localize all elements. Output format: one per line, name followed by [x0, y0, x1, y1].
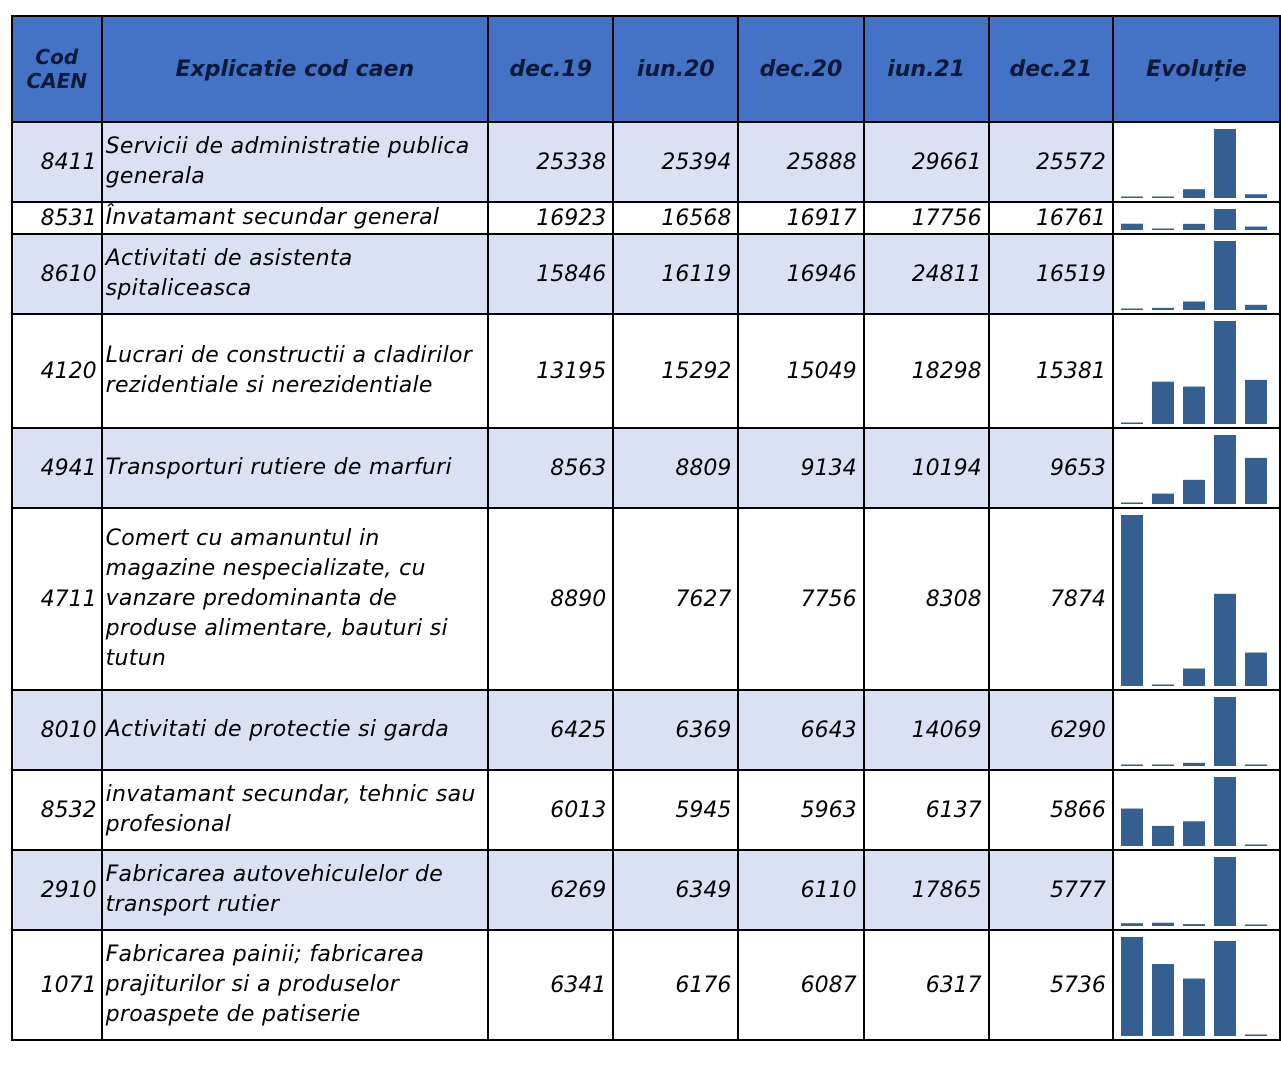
sparkline-bar — [1183, 224, 1205, 230]
sparkline-bar — [1214, 777, 1236, 846]
cell-cod-caen: 2910 — [12, 850, 102, 930]
cell-value-5: 5866 — [989, 770, 1113, 850]
sparkline-bar — [1245, 458, 1267, 504]
cell-cod-caen: 8411 — [12, 122, 102, 202]
cell-value-2: 6369 — [613, 690, 738, 770]
sparkline-bar — [1152, 765, 1174, 767]
sparkline-bar — [1183, 924, 1205, 926]
cell-value-3: 6110 — [738, 850, 863, 930]
sparkline-bar — [1152, 308, 1174, 310]
cell-explicatie: Fabricarea painii; fabricarea prajiturilor si a produselor proaspete de patiserie — [102, 930, 488, 1040]
sparkline-bar — [1152, 382, 1174, 424]
cell-explicatie: Fabricarea autovehiculelor de transport rutier — [102, 850, 488, 930]
sparkline-bar — [1183, 302, 1205, 310]
header-cod-line2: CAEN — [26, 69, 88, 93]
sparkline-bar — [1214, 321, 1236, 424]
sparkline-chart — [1114, 933, 1279, 1039]
cell-value-5: 25572 — [989, 122, 1113, 202]
cell-explicatie: Servicii de administratie publica generala — [102, 122, 488, 202]
cell-value-3: 6087 — [738, 930, 863, 1040]
header-evolutie: Evoluție — [1113, 16, 1280, 122]
sparkline-bar — [1152, 826, 1174, 846]
sparkline-bar — [1152, 685, 1174, 687]
cell-value-3: 16946 — [738, 234, 863, 314]
sparkline-bar — [1214, 697, 1236, 766]
table-row — [12, 690, 1280, 770]
sparkline-bar — [1214, 129, 1236, 198]
sparkline-chart — [1114, 773, 1279, 849]
cell-value-1: 6425 — [488, 690, 613, 770]
cell-explicatie: Comert cu amanuntul in magazine nespecializate, cu vanzare predominanta de produse alimentare, bauturi si tutun — [102, 508, 488, 690]
header-explicatie: Explicatie cod caen — [102, 16, 488, 122]
cell-explicatie: Activitati de asistenta spitaliceasca — [102, 234, 488, 314]
cell-value-2: 16119 — [613, 234, 738, 314]
table-row — [12, 428, 1280, 508]
caen-table — [11, 15, 1281, 1041]
sparkline-bar — [1245, 765, 1267, 767]
cell-cod-caen: 8010 — [12, 690, 102, 770]
sparkline-bar — [1214, 941, 1236, 1036]
sparkline-bar — [1245, 1035, 1267, 1037]
cell-cod-caen: 8532 — [12, 770, 102, 850]
cell-explicatie: Transporturi rutiere de marfuri — [102, 428, 488, 508]
cell-value-4: 6137 — [864, 770, 989, 850]
sparkline-chart — [1114, 317, 1279, 427]
cell-value-5: 16519 — [989, 234, 1113, 314]
sparkline-cell — [1113, 508, 1280, 690]
sparkline-bar — [1214, 435, 1236, 504]
header-period-4: iun.21 — [864, 16, 989, 122]
cell-explicatie: Activitati de protectie si garda — [102, 690, 488, 770]
sparkline-cell — [1113, 428, 1280, 508]
cell-cod-caen: 8531 — [12, 202, 102, 234]
sparkline-bar — [1183, 387, 1205, 424]
sparkline-bar — [1245, 380, 1267, 424]
cell-value-5: 5777 — [989, 850, 1113, 930]
cell-value-1: 8890 — [488, 508, 613, 690]
sparkline-bar — [1245, 194, 1267, 198]
cell-value-5: 15381 — [989, 314, 1113, 428]
sparkline-cell — [1113, 202, 1280, 234]
sparkline-cell — [1113, 122, 1280, 202]
sparkline-bar — [1183, 763, 1205, 766]
sparkline-bar — [1245, 925, 1267, 927]
cell-value-3: 16917 — [738, 202, 863, 234]
cell-value-3: 5963 — [738, 770, 863, 850]
cell-value-5: 6290 — [989, 690, 1113, 770]
header-period-3: dec.20 — [738, 16, 863, 122]
cell-value-2: 15292 — [613, 314, 738, 428]
sparkline-cell — [1113, 690, 1280, 770]
cell-value-3: 6643 — [738, 690, 863, 770]
sparkline-bar — [1121, 224, 1143, 230]
cell-value-2: 25394 — [613, 122, 738, 202]
sparkline-chart — [1114, 237, 1279, 313]
sparkline-bar — [1152, 197, 1174, 199]
cell-value-2: 6176 — [613, 930, 738, 1040]
cell-value-4: 24811 — [864, 234, 989, 314]
sparkline-bar — [1214, 857, 1236, 926]
table-row — [12, 850, 1280, 930]
sparkline-chart — [1114, 511, 1279, 689]
cell-value-1: 6341 — [488, 930, 613, 1040]
sparkline-bar — [1152, 229, 1174, 231]
cell-value-4: 29661 — [864, 122, 989, 202]
cell-value-5: 9653 — [989, 428, 1113, 508]
cell-value-3: 25888 — [738, 122, 863, 202]
header-cod-caen — [12, 16, 102, 122]
cell-cod-caen: 1071 — [12, 930, 102, 1040]
cell-cod-caen: 8610 — [12, 234, 102, 314]
header-period-1: dec.19 — [488, 16, 613, 122]
sparkline-bar — [1121, 197, 1143, 199]
cell-value-1: 6269 — [488, 850, 613, 930]
sparkline-bar — [1183, 821, 1205, 846]
cell-value-2: 5945 — [613, 770, 738, 850]
header-period-5: dec.21 — [989, 16, 1113, 122]
cell-value-4: 17756 — [864, 202, 989, 234]
table-row — [12, 202, 1280, 234]
sparkline-bar — [1121, 809, 1143, 846]
cell-explicatie: invatamant secundar, tehnic sau profesional — [102, 770, 488, 850]
cell-value-1: 16923 — [488, 202, 613, 234]
cell-value-2: 8809 — [613, 428, 738, 508]
cell-value-1: 8563 — [488, 428, 613, 508]
cell-value-2: 6349 — [613, 850, 738, 930]
sparkline-bar — [1214, 594, 1236, 686]
cell-value-4: 17865 — [864, 850, 989, 930]
sparkline-chart — [1114, 125, 1279, 201]
table-row — [12, 508, 1280, 690]
sparkline-cell — [1113, 850, 1280, 930]
sparkline-bar — [1121, 937, 1143, 1036]
cell-explicatie: Învatamant secundar general — [102, 202, 488, 234]
sparkline-bar — [1214, 241, 1236, 310]
sparkline-bar — [1121, 923, 1143, 926]
sparkline-bar — [1121, 515, 1143, 686]
sparkline-cell — [1113, 314, 1280, 428]
cell-value-3: 7756 — [738, 508, 863, 690]
cell-value-1: 25338 — [488, 122, 613, 202]
cell-cod-caen: 4120 — [12, 314, 102, 428]
cell-value-4: 10194 — [864, 428, 989, 508]
cell-value-1: 6013 — [488, 770, 613, 850]
sparkline-bar — [1245, 227, 1267, 230]
cell-value-5: 16761 — [989, 202, 1113, 234]
table-row — [12, 314, 1280, 428]
sparkline-bar — [1183, 189, 1205, 198]
cell-value-1: 13195 — [488, 314, 613, 428]
sparkline-chart — [1114, 431, 1279, 507]
header-period-2: iun.20 — [613, 16, 738, 122]
table-row — [12, 234, 1280, 314]
sparkline-bar — [1214, 209, 1236, 230]
header-cod-line1: Cod — [35, 45, 79, 69]
cell-value-1: 15846 — [488, 234, 613, 314]
sparkline-chart — [1114, 853, 1279, 929]
sparkline-bar — [1121, 765, 1143, 767]
cell-value-4: 14069 — [864, 690, 989, 770]
header-row — [12, 16, 1280, 122]
sparkline-bar — [1121, 503, 1143, 505]
cell-cod-caen: 4941 — [12, 428, 102, 508]
sparkline-bar — [1152, 923, 1174, 926]
sparkline-chart — [1114, 205, 1279, 233]
cell-value-4: 6317 — [864, 930, 989, 1040]
cell-cod-caen: 4711 — [12, 508, 102, 690]
sparkline-cell — [1113, 930, 1280, 1040]
cell-value-5: 7874 — [989, 508, 1113, 690]
cell-value-2: 7627 — [613, 508, 738, 690]
sparkline-bar — [1245, 653, 1267, 686]
sparkline-bar — [1183, 669, 1205, 686]
sparkline-bar — [1183, 979, 1205, 1036]
sparkline-bar — [1152, 964, 1174, 1036]
sparkline-bar — [1245, 305, 1267, 310]
sparkline-bar — [1152, 494, 1174, 504]
cell-value-4: 18298 — [864, 314, 989, 428]
cell-value-5: 5736 — [989, 930, 1113, 1040]
table-row — [12, 770, 1280, 850]
cell-value-3: 15049 — [738, 314, 863, 428]
sparkline-cell — [1113, 234, 1280, 314]
sparkline-cell — [1113, 770, 1280, 850]
cell-value-2: 16568 — [613, 202, 738, 234]
cell-value-3: 9134 — [738, 428, 863, 508]
cell-explicatie: Lucrari de constructii a cladirilor rezidentiale si nerezidentiale — [102, 314, 488, 428]
sparkline-bar — [1121, 423, 1143, 425]
sparkline-bar — [1121, 309, 1143, 311]
table-row — [12, 122, 1280, 202]
sparkline-bar — [1245, 845, 1267, 847]
sparkline-chart — [1114, 693, 1279, 769]
table-row — [12, 930, 1280, 1040]
cell-value-4: 8308 — [864, 508, 989, 690]
sparkline-bar — [1183, 480, 1205, 504]
